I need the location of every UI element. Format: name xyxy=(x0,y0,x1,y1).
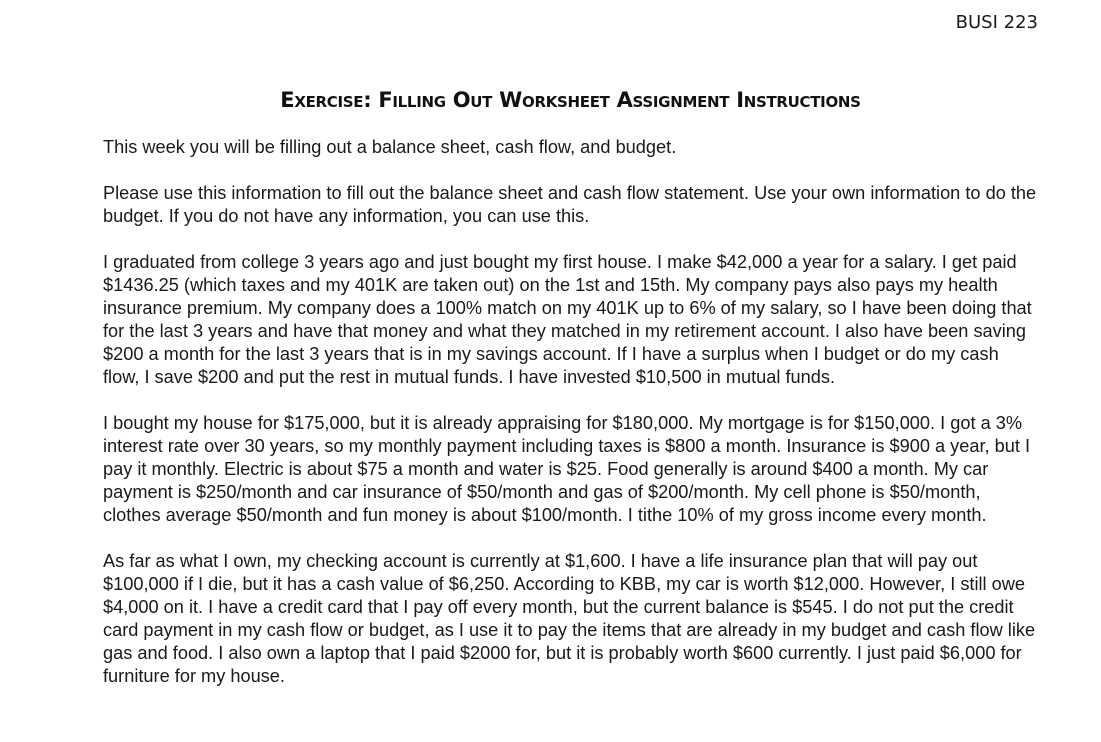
paragraph-usage-instructions: Please use this information to fill out the balance sheet and cash flow statement. Use your own information to do the budget. If you do not have any information, you can use this. xyxy=(103,183,1037,226)
paragraph-income-savings: I graduated from college 3 years ago and just bought my first house. I make $42,000 a year for a salary. I get paid $1436.25 (which taxes and my 401K are taken out) on the 1st and 15th. My company pays also pays my health insurance premium. My company does a 100% match on my 401K up to 6% of my salary, so I have been doing that for the last 3 years and have that money and what they matched in my retirement account. I also have been saving $200 a month for the last 3 years that is in my savings account. If I have a surplus when I budget or do my cash flow, I save $200 and put the rest in mutual funds. I have invested $10,500 in mutual funds. xyxy=(103,252,1032,387)
course-code: BUSI 223 xyxy=(955,12,1038,33)
paragraph-intro: This week you will be filling out a balance sheet, cash flow, and budget. xyxy=(103,137,677,157)
paragraph-assets-liabilities: As far as what I own, my checking account is currently at $1,600. I have a life insurance plan that will pay out $100,000 if I die, but it has a cash value of $6,250. According to KBB, my car is worth $12,000. However, I still owe $4,000 on it. I have a credit card that I pay off every month, but the current balance is $545. I do not put the credit card payment in my cash flow or budget, as I use it to pay the items that are already in my budget and cash flow like gas and food. I also own a laptop that I paid $2000 for, but it is probably worth $600 currently. I just paid $6,000 for furniture for my house. xyxy=(103,551,1036,686)
page-title: Exercise: Filling Out Worksheet Assignment Instructions xyxy=(280,88,861,112)
document-body xyxy=(103,136,1038,711)
paragraph-house-expenses: I bought my house for $175,000, but it is already appraising for $180,000. My mortgage is for $150,000. I got a 3% interest rate over 30 years, so my monthly payment including taxes is $800 a month. Insurance is $900 a year, but I pay it monthly. Electric is about $75 a month and water is $25. Food generally is around $400 a month. My car payment is $250/month and car insurance of $50/month and gas of $200/month. My cell phone is $50/month, clothes average $50/month and fun money is about $100/month. I tithe 10% of my gross income every month. xyxy=(103,413,1031,525)
